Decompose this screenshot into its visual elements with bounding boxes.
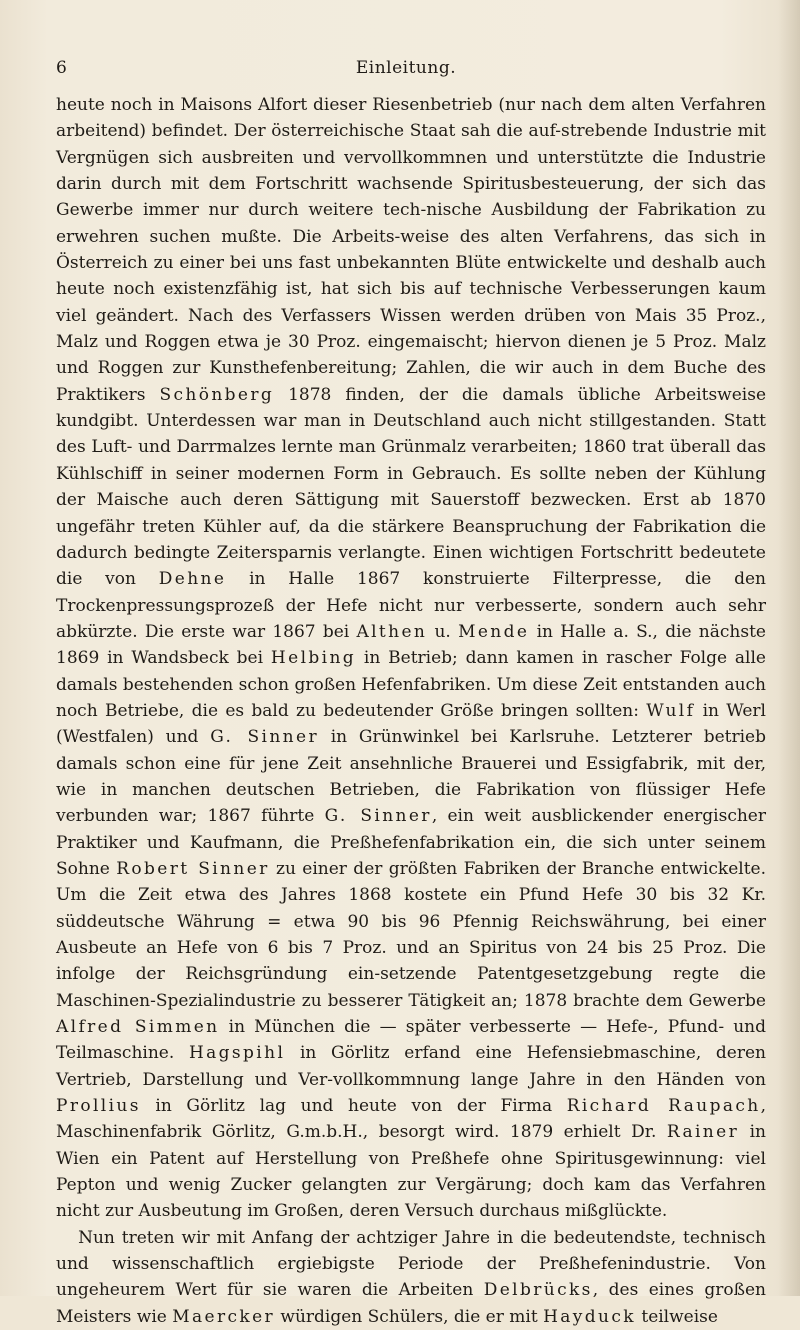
text-run: u. — [427, 621, 459, 642]
person-name: Althen — [356, 621, 428, 642]
person-name: Maercker — [172, 1306, 276, 1327]
person-name: Hayduck — [543, 1306, 636, 1327]
page-edge-shadow — [778, 0, 800, 1296]
person-name: Robert Sinner — [116, 858, 270, 879]
text-run: , Maschinenfabrik Görlitz, G.m.b.H., besorgt wird. 1879 erhielt Dr. — [56, 1096, 766, 1143]
person-name: Mende — [458, 621, 530, 642]
text-run: heute noch in Maisons Alfort dieser Riesenbetrieb (nur nach dem alten Verfahren arbeitend) befindet. Der österreichische Staat sah die auf-strebende Industrie mit Vergnügen sich ausbreiten und vervollkommnen und unterstützte die Industrie darin durch mit dem Fortschritt wachsende Spiritusbesteuerung, der sich das Gewerbe immer nur durch weitere tech-nische Ausbildung der Fabrikation zu erwehren suchen mußte. Die Arbeits-weise des alten Verfahrens, das sich in Österreich zu einer bei uns fast unbekannten Blüte entwickelte und deshalb auch heute noch existenzfähig ist, hat sich bis auf technische Verbesserungen kaum viel geändert. Nach des Verfassers Wissen werden drüben von Mais 35 Proz., Malz und Roggen etwa je 30 Proz. eingemaischt; hiervon dienen je 5 Proz. Malz und Roggen zur Kunsthefenbereitung; Zahlen, die wir auch in dem Buche des Praktikers — [56, 95, 766, 405]
body-text — [56, 92, 766, 1330]
text-run: in Görlitz lag und heute von der Firma — [140, 1096, 567, 1117]
page-number: 6 — [56, 58, 67, 78]
person-name: G. Sinner — [210, 727, 319, 748]
page-header — [56, 56, 756, 80]
text-run: teilweise — [635, 1306, 718, 1327]
text-run: in Werl (Westfalen) und — [56, 700, 766, 748]
running-title: Einleitung. — [355, 58, 457, 78]
text-run: , ein weit ausblickender energischer Praktiker und Kaufmann, die Preßhefenfabrikation ein, die sich unter seinem Sohne — [56, 806, 766, 879]
person-name: Hagspihl — [188, 1043, 286, 1064]
text-run: zu einer der größten Fabriken der Branche entwickelte. Um die Zeit etwa des Jahres 1868 kostete ein Pfund Hefe 30 bis 32 Kr. süddeutsche Währung = etwa 90 bis 96 Pfennig Reichswährung, bei einer Ausbeute an Hefe von 6 bis 7 Proz. und an Spiritus von 24 bis 25 Proz. Die infolge der Reichsgründung ein-setzende Patentgesetzgebung regte die Maschinen-Spezialindustrie zu besserer Tätigkeit an; 1878 brachte dem Gewerbe — [56, 858, 766, 1011]
person-name: Prollius — [56, 1096, 141, 1117]
person-name: Dehne — [158, 569, 227, 590]
person-name: Alfred Simmen — [56, 1017, 220, 1038]
person-name: Rainer — [666, 1122, 740, 1143]
person-name: G. Sinner — [324, 806, 432, 827]
person-name: Wulf — [646, 700, 696, 721]
text-run: , des eines großen Meisters wie — [56, 1280, 767, 1327]
person-name: Helbing — [270, 648, 357, 669]
text-run: in Halle a. S., die nächste 1869 in Wandsbeck bei — [56, 621, 766, 669]
person-name: Schönberg — [159, 384, 275, 405]
person-name: Delbrücks — [483, 1280, 593, 1301]
text-run: in Halle 1867 konstruierte Filterpresse, die den Trockenpressungsprozeß der Hefe nicht nur verbesserte, sondern auch sehr abkürzte. Die erste war 1867 bei — [56, 569, 766, 642]
text-run: in Grünwinkel bei Karlsruhe. Letzterer betrieb damals schon eine für jene Zeit ansehnliche Brauerei und Essigfabrik, mit der, wie in manchen deutschen Betrieben, die Fabrikation von flüssiger Hefe verbunden war; 1867 führte — [56, 727, 766, 827]
person-name: Richard Raupach — [566, 1096, 761, 1117]
text-run: Nun treten wir mit Anfang der achtziger Jahre in die bedeutendste, technisch und wissenschaftlich ergiebigste Periode der Preßhefenindustrie. Von ungeheurem Wert für sie waren die Arbeiten — [56, 1227, 766, 1301]
paragraph — [56, 1225, 766, 1330]
text-run: würdigen Schülers, die er mit — [275, 1306, 544, 1327]
text-run: in Wien ein Patent auf Herstellung von Preßhefe ohne Spiritusgewinnung: viel Pepton und wenig Zucker gelangten zur Vergärung; doch kam das Verfahren nicht zur Ausbeutung im Großen, deren Versuch durchaus mißglückte. — [56, 1122, 766, 1222]
text-run: in Betrieb; dann kamen in rascher Folge alle damals bestehenden schon großen Hefenfabriken. Um diese Zeit entstanden auch noch Betriebe, die es bald zu bedeutender Größe bringen sollten: — [56, 648, 766, 721]
text-run: in München die — später verbesserte — Hefe-, Pfund- und Teilmaschine. — [56, 1017, 766, 1064]
text-run: 1878 finden, der die damals übliche Arbeitsweise kundgibt. Unterdessen war man in Deutschland auch nicht stillgestanden. Statt des Luft- und Darrmalzes lernte man Grünmalz verarbeiten; 1860 trat überall das Kühlschiff in seiner modernen Form in Gebrauch. Es sollte neben der Kühlung der Maische auch deren Sättigung mit Sauerstoff bezwecken. Erst ab 1870 ungefähr treten Kühler auf, da die stärkere Beanspruchung der Fabrikation die dadurch bedingte Zeitersparnis verlangte. Einen wichtigen Fortschritt bedeutete die von — [56, 384, 766, 590]
paragraph — [56, 92, 766, 1225]
text-run: in Görlitz erfand eine Hefensiebmaschine, deren Vertrieb, Darstellung und Ver-vollkommnung lange Jahre in den Händen von — [56, 1043, 766, 1090]
